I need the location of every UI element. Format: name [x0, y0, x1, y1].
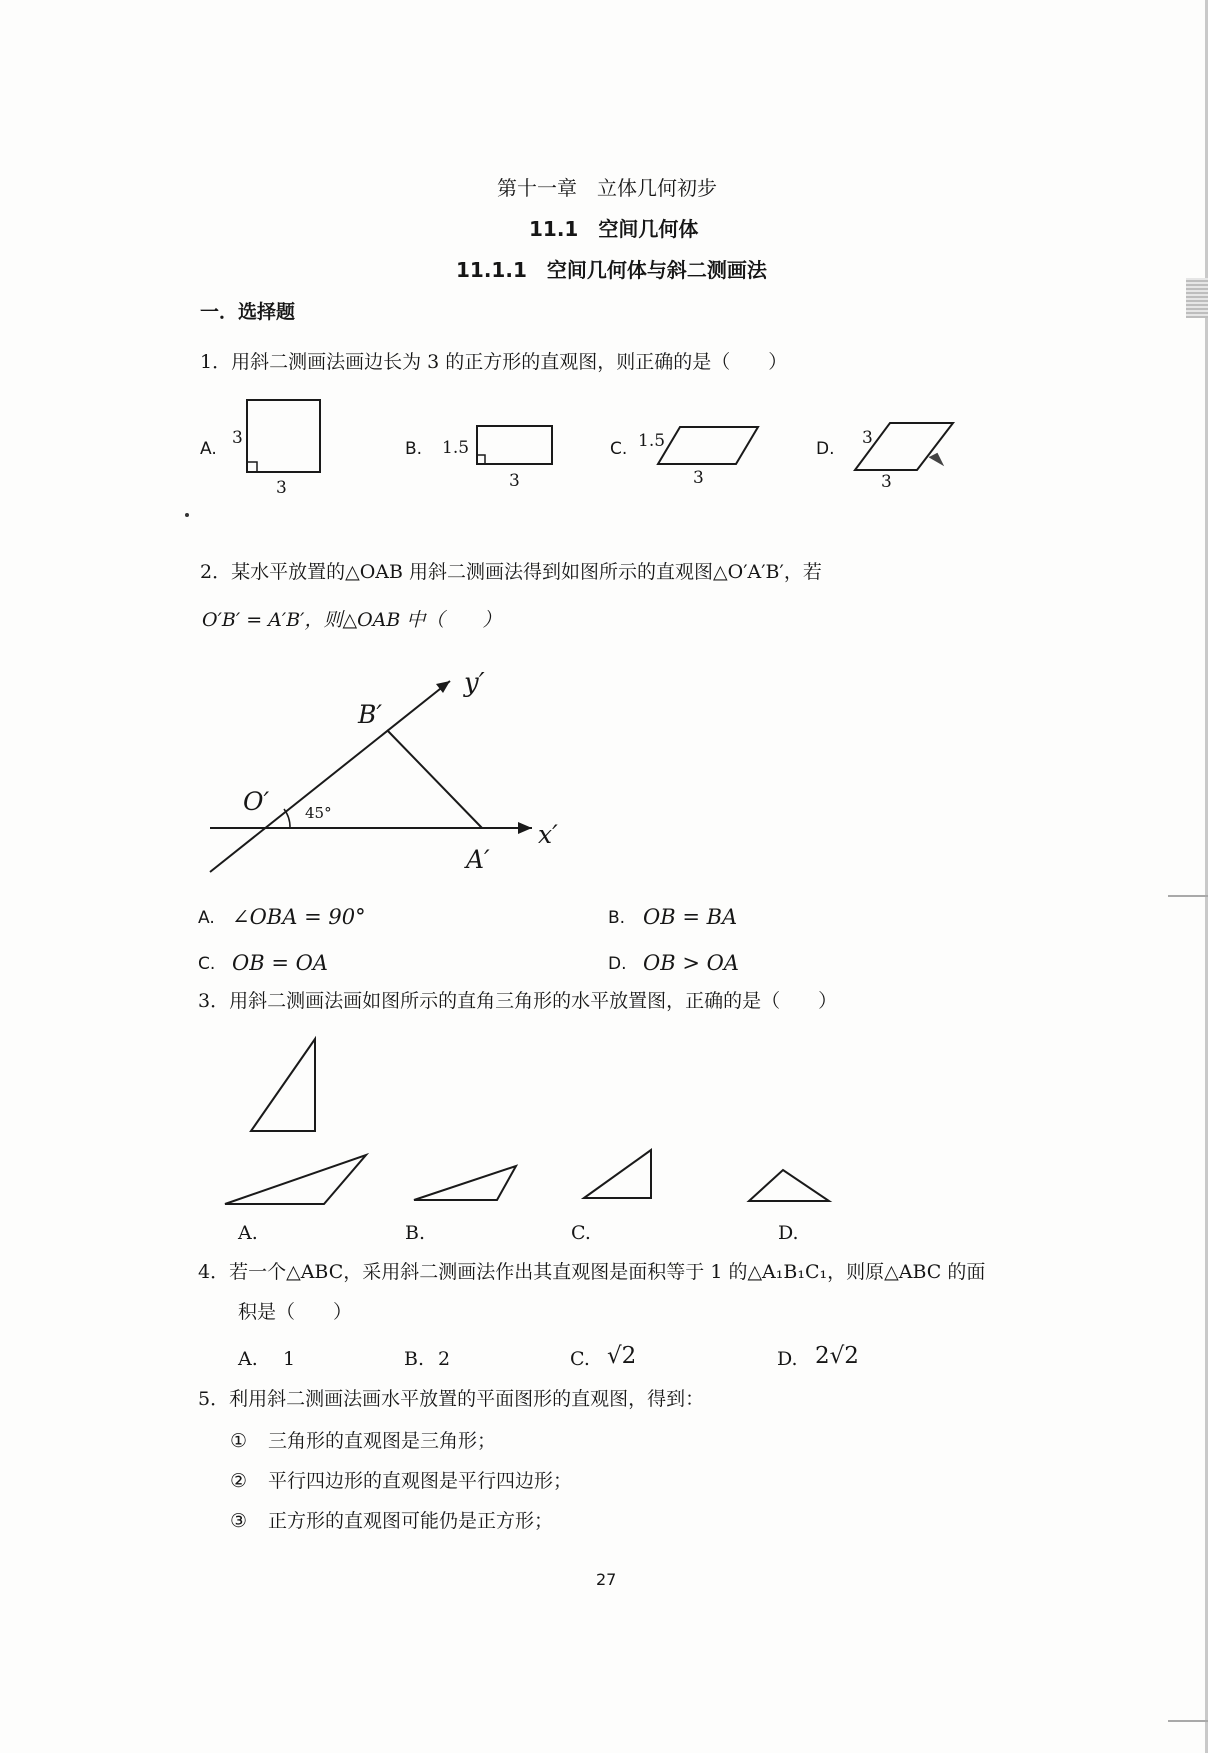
q2-option-d-text: OB > OA	[643, 951, 739, 975]
page-number: 27	[596, 1570, 617, 1589]
q1-a-side-label: 3	[232, 428, 243, 448]
scan-mark	[1186, 278, 1208, 318]
label-a-prime: A′	[466, 845, 490, 874]
q2-option-d-letter: D.	[608, 954, 627, 974]
q1-d-bottom-label: 3	[881, 472, 892, 492]
q3-option-c-figure	[580, 1145, 655, 1205]
q5-item-1-marker: ①	[230, 1430, 248, 1452]
triangle-shape	[584, 1150, 651, 1198]
q5-item-2-marker: ②	[230, 1470, 248, 1492]
triangle-shape	[749, 1170, 829, 1201]
q5-item-1-text: 三角形的直观图是三角形；	[268, 1430, 497, 1452]
q5-item-3-marker: ③	[230, 1510, 248, 1532]
subsection-title: 11.1.1 空间几何体与斜二测画法	[456, 258, 767, 282]
scan-smudge	[929, 453, 943, 465]
chapter-title: 第十一章 立体几何初步	[497, 176, 717, 200]
q1-option-b-figure	[470, 420, 560, 470]
question-1-text: 1．用斜二测画法画边长为 3 的正方形的直观图，则正确的是（ ）	[200, 351, 788, 373]
part-heading: 一．选择题	[200, 301, 296, 323]
q2-option-a-text: ∠OBA = 90°	[232, 905, 366, 929]
q4-option-a-letter: A.	[238, 1348, 258, 1370]
q1-b-side-label: 1.5	[442, 438, 470, 458]
q1-c-bottom-label: 3	[693, 468, 704, 488]
q3-option-a-letter: A.	[238, 1222, 258, 1244]
question-2-line-2: O′B′ = A′B′，则△OAB 中（ ）	[202, 609, 502, 631]
label-x-prime: x′	[538, 820, 558, 849]
right-angle-mark	[477, 455, 485, 464]
q2-option-a-letter: A.	[198, 908, 215, 928]
q3-option-b-figure	[410, 1160, 525, 1205]
scan-dot	[184, 510, 192, 520]
y-axis	[210, 681, 450, 872]
q4-option-d-value: 2√2	[815, 1343, 859, 1369]
q2-option-c-letter: C.	[198, 954, 216, 974]
question-5-text: 5．利用斜二测画法画水平放置的平面图形的直观图，得到：	[198, 1388, 705, 1410]
question-2-line-1: 2．某水平放置的△OAB 用斜二测画法得到如图所示的直观图△O′A′B′，若	[200, 561, 822, 583]
question-3-text: 3．用斜二测画法画如图所示的直角三角形的水平放置图，正确的是（ ）	[198, 990, 838, 1012]
q4-option-b-value: 2	[438, 1348, 451, 1370]
q1-option-d-letter: D.	[816, 439, 835, 459]
q2-option-b-text: OB = BA	[643, 905, 738, 929]
scan-mark	[1168, 895, 1208, 897]
q3-option-a-figure	[220, 1150, 370, 1210]
q3-option-c-letter: C.	[571, 1222, 591, 1244]
right-triangle-shape	[251, 1039, 315, 1131]
question-4-line-1: 4．若一个△ABC，采用斜二测画法作出其直观图是面积等于 1 的△A₁B₁C₁，则原△ABC 的面	[198, 1261, 986, 1283]
scan-mark	[1168, 1720, 1208, 1722]
q3-option-b-letter: B.	[405, 1222, 426, 1244]
q3-option-d-letter: D.	[778, 1222, 799, 1244]
parallelogram-shape	[658, 427, 758, 464]
x-axis-arrow	[518, 822, 532, 834]
q3-option-d-figure	[745, 1165, 835, 1205]
q2-oblique-triangle-figure	[200, 660, 580, 900]
q4-option-c-letter: C.	[570, 1348, 590, 1370]
label-b-prime: B′	[358, 700, 383, 729]
label-angle-45: 45°	[305, 804, 332, 822]
q5-item-2-text: 平行四边形的直观图是平行四边形；	[268, 1470, 573, 1492]
triangle-shape	[414, 1166, 516, 1200]
q1-option-c-letter: C.	[610, 439, 628, 459]
label-y-prime: y′	[464, 668, 485, 698]
q3-original-triangle	[245, 1035, 325, 1135]
question-4-line-2: 积是（ ）	[238, 1301, 353, 1323]
section-title: 11.1 空间几何体	[529, 217, 699, 241]
q1-c-side-label: 1.5	[638, 431, 666, 451]
q4-option-b-letter: B.	[404, 1348, 425, 1370]
label-o-prime: O′	[243, 787, 270, 816]
q1-b-bottom-label: 3	[509, 471, 520, 491]
q4-option-a-value: 1	[283, 1348, 296, 1370]
rectangle-shape	[477, 426, 552, 464]
segment-b-a	[387, 730, 482, 828]
q4-option-d-letter: D.	[777, 1348, 798, 1370]
q1-option-b-letter: B.	[405, 439, 423, 459]
q2-option-c-text: OB = OA	[232, 951, 328, 975]
square-shape	[247, 400, 320, 472]
q5-item-3-text: 正方形的直观图可能仍是正方形；	[268, 1510, 554, 1532]
q1-option-a-letter: A.	[200, 439, 217, 459]
q2-option-b-letter: B.	[608, 908, 626, 928]
q1-a-bottom-label: 3	[276, 478, 287, 498]
right-angle-mark	[247, 462, 257, 472]
q1-d-side-label: 3	[862, 428, 873, 448]
triangle-shape	[225, 1155, 366, 1204]
q4-option-c-value: √2	[607, 1343, 637, 1369]
